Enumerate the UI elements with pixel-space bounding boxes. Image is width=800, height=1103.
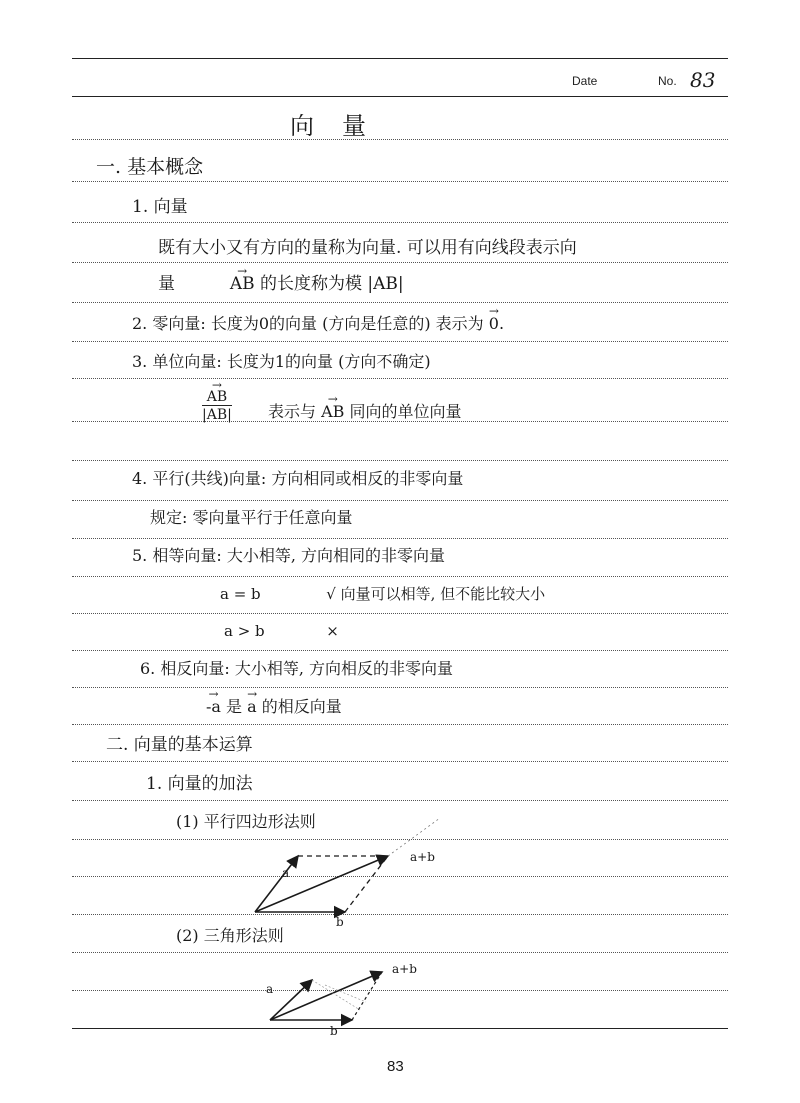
section-heading: 二. 向量的基本运算 bbox=[106, 735, 253, 755]
vector-ab: → AB bbox=[230, 276, 255, 293]
section-heading: 一. 基本概念 bbox=[96, 156, 204, 178]
text-fragment: 表示与 bbox=[268, 402, 317, 421]
handwritten-page-number: 83 bbox=[690, 68, 716, 92]
equal-note: 向量可以相等, 但不能比较大小 bbox=[340, 585, 546, 603]
vector-a: → a bbox=[247, 699, 257, 715]
text-fragment: 是 bbox=[226, 697, 243, 716]
modulus-ab: |AB| bbox=[367, 274, 404, 294]
no-label: No. bbox=[658, 74, 677, 88]
item-unit-vector: 3. 单位向量: 长度为1的向量 (方向不确定) bbox=[132, 352, 431, 371]
rule-triangle: (2) 三角形法则 bbox=[176, 926, 284, 945]
text-fragment: 的长度称为模 bbox=[260, 274, 362, 294]
fig2-label-sum: a+b bbox=[392, 962, 417, 976]
greater-expression: a > b bbox=[224, 622, 265, 640]
item-heading: 1. 向量的加法 bbox=[146, 774, 253, 794]
wrong-mark: × bbox=[326, 622, 339, 640]
fig2-label-a: a bbox=[266, 982, 274, 996]
vector-ab: → AB bbox=[321, 404, 344, 420]
fraction-numerator: → AB bbox=[207, 390, 227, 404]
rule-parallelogram: (1) 平行四边形法则 bbox=[176, 812, 316, 831]
equal-expression: a = b bbox=[220, 585, 261, 603]
fig1-label-sum: a+b bbox=[410, 850, 435, 864]
zero-vector: → 0 bbox=[489, 316, 499, 332]
vector-a-arrow bbox=[270, 980, 312, 1020]
item-parallel-vector: 4. 平行(共线)向量: 方向相同或相反的非零向量 bbox=[132, 469, 464, 488]
text-fragment: 的相反向量 bbox=[261, 697, 342, 716]
fig1-label-b: b bbox=[336, 915, 344, 929]
sum-vector-arrow bbox=[255, 856, 388, 912]
correct-mark: √ bbox=[326, 585, 336, 603]
fig1-label-a: a bbox=[282, 866, 290, 880]
definition-text: 既有大小又有方向的量称为向量. 可以用有向线段表示向 bbox=[158, 238, 577, 258]
date-label: Date bbox=[572, 74, 598, 88]
page-number: 83 bbox=[387, 1058, 404, 1075]
fraction-denominator: |AB| bbox=[202, 407, 232, 423]
item-heading: 1. 向量 bbox=[132, 197, 188, 217]
fig2-label-b: b bbox=[330, 1024, 338, 1038]
negative-vector-a: → -a bbox=[206, 699, 221, 715]
item-zero-vector: 2. 零向量: 长度为0的向量 (方向是任意的) 表示为 → 0. bbox=[132, 316, 504, 332]
text-fragment: 2. 零向量: 长度为0的向量 (方向是任意的) 表示为 bbox=[132, 314, 484, 333]
sum-vector-arrow bbox=[270, 972, 382, 1020]
triangle-figure bbox=[270, 972, 382, 1020]
item-opposite-vector: 6. 相反向量: 大小相等, 方向相反的非零向量 bbox=[140, 659, 454, 678]
text-fragment: 量 bbox=[158, 274, 175, 294]
page-title: 向量 bbox=[290, 112, 394, 140]
item-equal-vector: 5. 相等向量: 大小相等, 方向相同的非零向量 bbox=[132, 546, 446, 565]
text-fragment: 同向的单位向量 bbox=[349, 402, 462, 421]
parallel-rule: 规定: 零向量平行于任意向量 bbox=[150, 508, 353, 527]
parallelogram-figure bbox=[255, 818, 440, 912]
